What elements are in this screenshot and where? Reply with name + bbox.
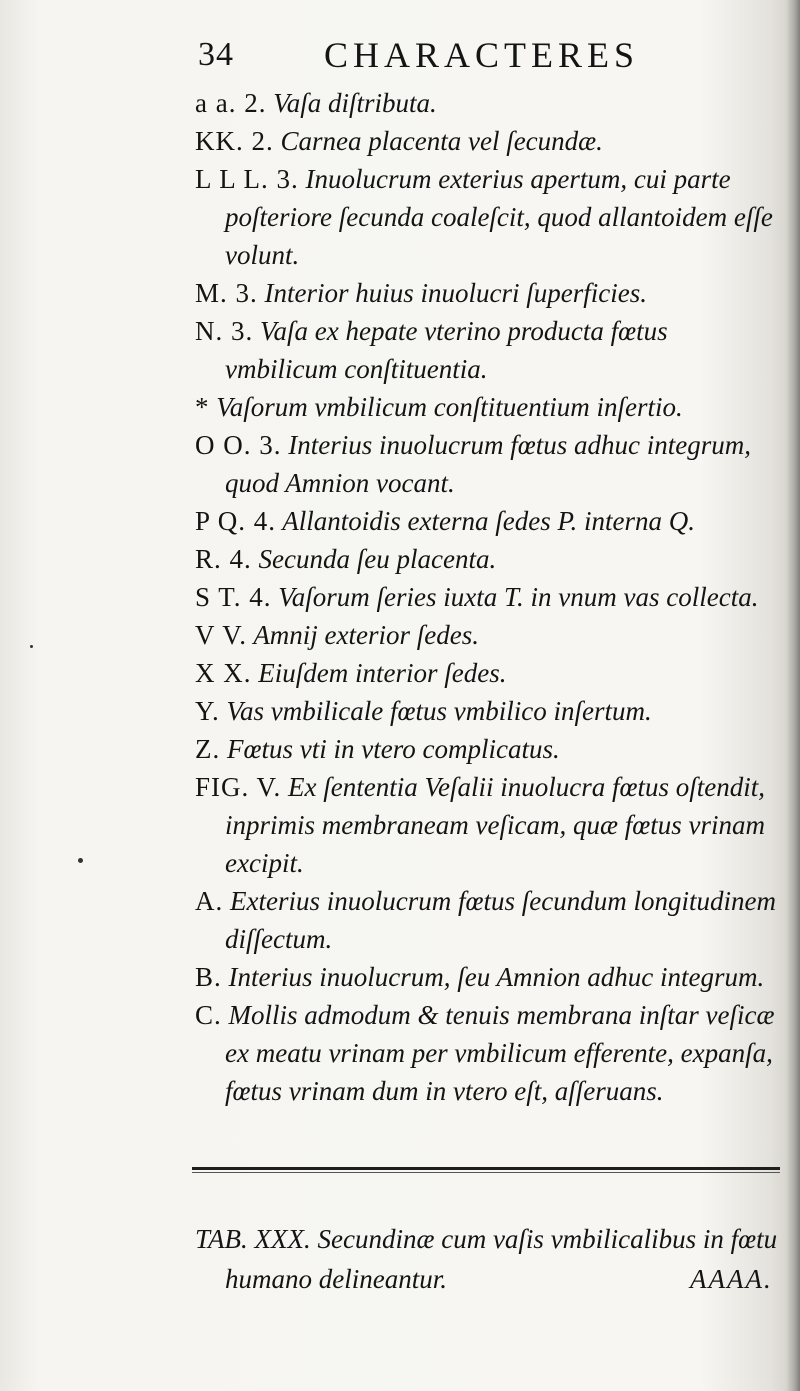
entry-text: Eiuſdem interior ſedes. xyxy=(258,658,507,688)
legend-entry xyxy=(195,730,780,768)
legend-entry xyxy=(195,616,780,654)
entry-key: C. xyxy=(195,1000,222,1030)
legend-entry xyxy=(195,274,780,312)
entry-text: Fœtus vti in vtero complicatus. xyxy=(227,734,560,764)
entry-key: V V. xyxy=(195,620,248,650)
entry-key: N. 3. xyxy=(195,316,254,346)
entry-key: KK. 2. xyxy=(195,126,274,156)
legend-entry xyxy=(195,502,780,540)
legend-entry xyxy=(195,578,780,616)
entry-key: * xyxy=(195,392,210,422)
entry-key: A. xyxy=(195,886,224,916)
legend-entry xyxy=(195,654,780,692)
figure-legend-list xyxy=(195,84,780,1110)
entry-text: Interior huius inuolucri ſuperficies. xyxy=(264,278,647,308)
entry-key: O O. 3. xyxy=(195,430,282,460)
legend-entry xyxy=(195,122,780,160)
entry-key: FIG. V. xyxy=(195,772,282,802)
ink-speck xyxy=(78,858,83,863)
entry-text: Inuolucrum exterius apertum, cui parte poſteriore ſecunda coaleſcit, quod allantoidem eſſe volunt. xyxy=(225,164,773,270)
legend-entry xyxy=(195,958,780,996)
entry-key: Y. xyxy=(195,696,220,726)
ink-speck xyxy=(30,645,33,648)
entry-text: Exterius inuolucrum fœtus ſecundum longitudinem diſſectum. xyxy=(225,886,776,954)
entry-key: L L L. 3. xyxy=(195,164,299,194)
entry-key: R. 4. xyxy=(195,544,252,574)
page-gutter-shadow xyxy=(786,0,800,1391)
entry-text: Carnea placenta vel ſecundæ. xyxy=(280,126,603,156)
entry-text: Vaſorum vmbilicum conſtituentium inſertio. xyxy=(216,392,683,422)
caption-text: Secundinæ cum vaſis vmbilicalibus in fœtu humano delineantur. xyxy=(225,1224,778,1294)
legend-entry xyxy=(195,388,780,426)
legend-entry xyxy=(195,768,780,882)
section-divider xyxy=(192,1167,780,1170)
entry-key: Z. xyxy=(195,734,221,764)
entry-text: Secunda ſeu placenta. xyxy=(258,544,497,574)
legend-entry xyxy=(195,160,780,274)
entry-text: Vaſa ex hepate vterino producta fœtus vmbilicum conſtituentia. xyxy=(225,316,668,384)
legend-entry xyxy=(195,426,780,502)
running-title: CHARACTERES xyxy=(324,35,640,75)
page-header xyxy=(198,30,698,80)
entry-text: Vas vmbilicale fœtus vmbilico inſertum. xyxy=(226,696,652,726)
entry-text: Interius inuolucrum fœtus adhuc integrum, quod Amnion vocant. xyxy=(225,430,751,498)
entry-key: S T. 4. xyxy=(195,582,272,612)
legend-entry xyxy=(195,692,780,730)
entry-text: Amnij exterior ſedes. xyxy=(253,620,480,650)
entry-key: M. 3. xyxy=(195,278,258,308)
legend-entry xyxy=(195,540,780,578)
page-number: 34 xyxy=(198,36,234,73)
caption-key: TAB. XXX. xyxy=(195,1224,311,1254)
entry-key: a a. 2. xyxy=(195,88,267,118)
section-divider-thin xyxy=(192,1172,780,1173)
entry-text: Mollis admodum & tenuis membrana inſtar veſicæ ex meatu vrinam per vmbilicum efferente, expanſa, fœtus vrinam dum in vtero eſt, aſſeruans. xyxy=(225,1000,775,1106)
entry-key: P Q. 4. xyxy=(195,506,277,536)
entry-text: Vaſa diſtributa. xyxy=(273,88,437,118)
entry-key: X X. xyxy=(195,658,252,688)
legend-entry xyxy=(195,882,780,958)
entry-text: Vaſorum ſeries iuxta T. in vnum vas collecta. xyxy=(278,582,759,612)
catchword-signature: AAAA. xyxy=(690,1264,773,1294)
legend-entry xyxy=(195,996,780,1110)
legend-entry xyxy=(195,312,780,388)
legend-entry xyxy=(195,84,780,122)
entry-text: Allantoidis externa ſedes P. interna Q. xyxy=(282,506,695,536)
entry-text: Ex ſententia Veſalii inuolucra fœtus oſtendit, inprimis membraneam veſicam, quæ fœtus vrinam excipit. xyxy=(225,772,765,878)
entry-key: B. xyxy=(195,962,222,992)
entry-text: Interius inuolucrum, ſeu Amnion adhuc integrum. xyxy=(228,962,765,992)
